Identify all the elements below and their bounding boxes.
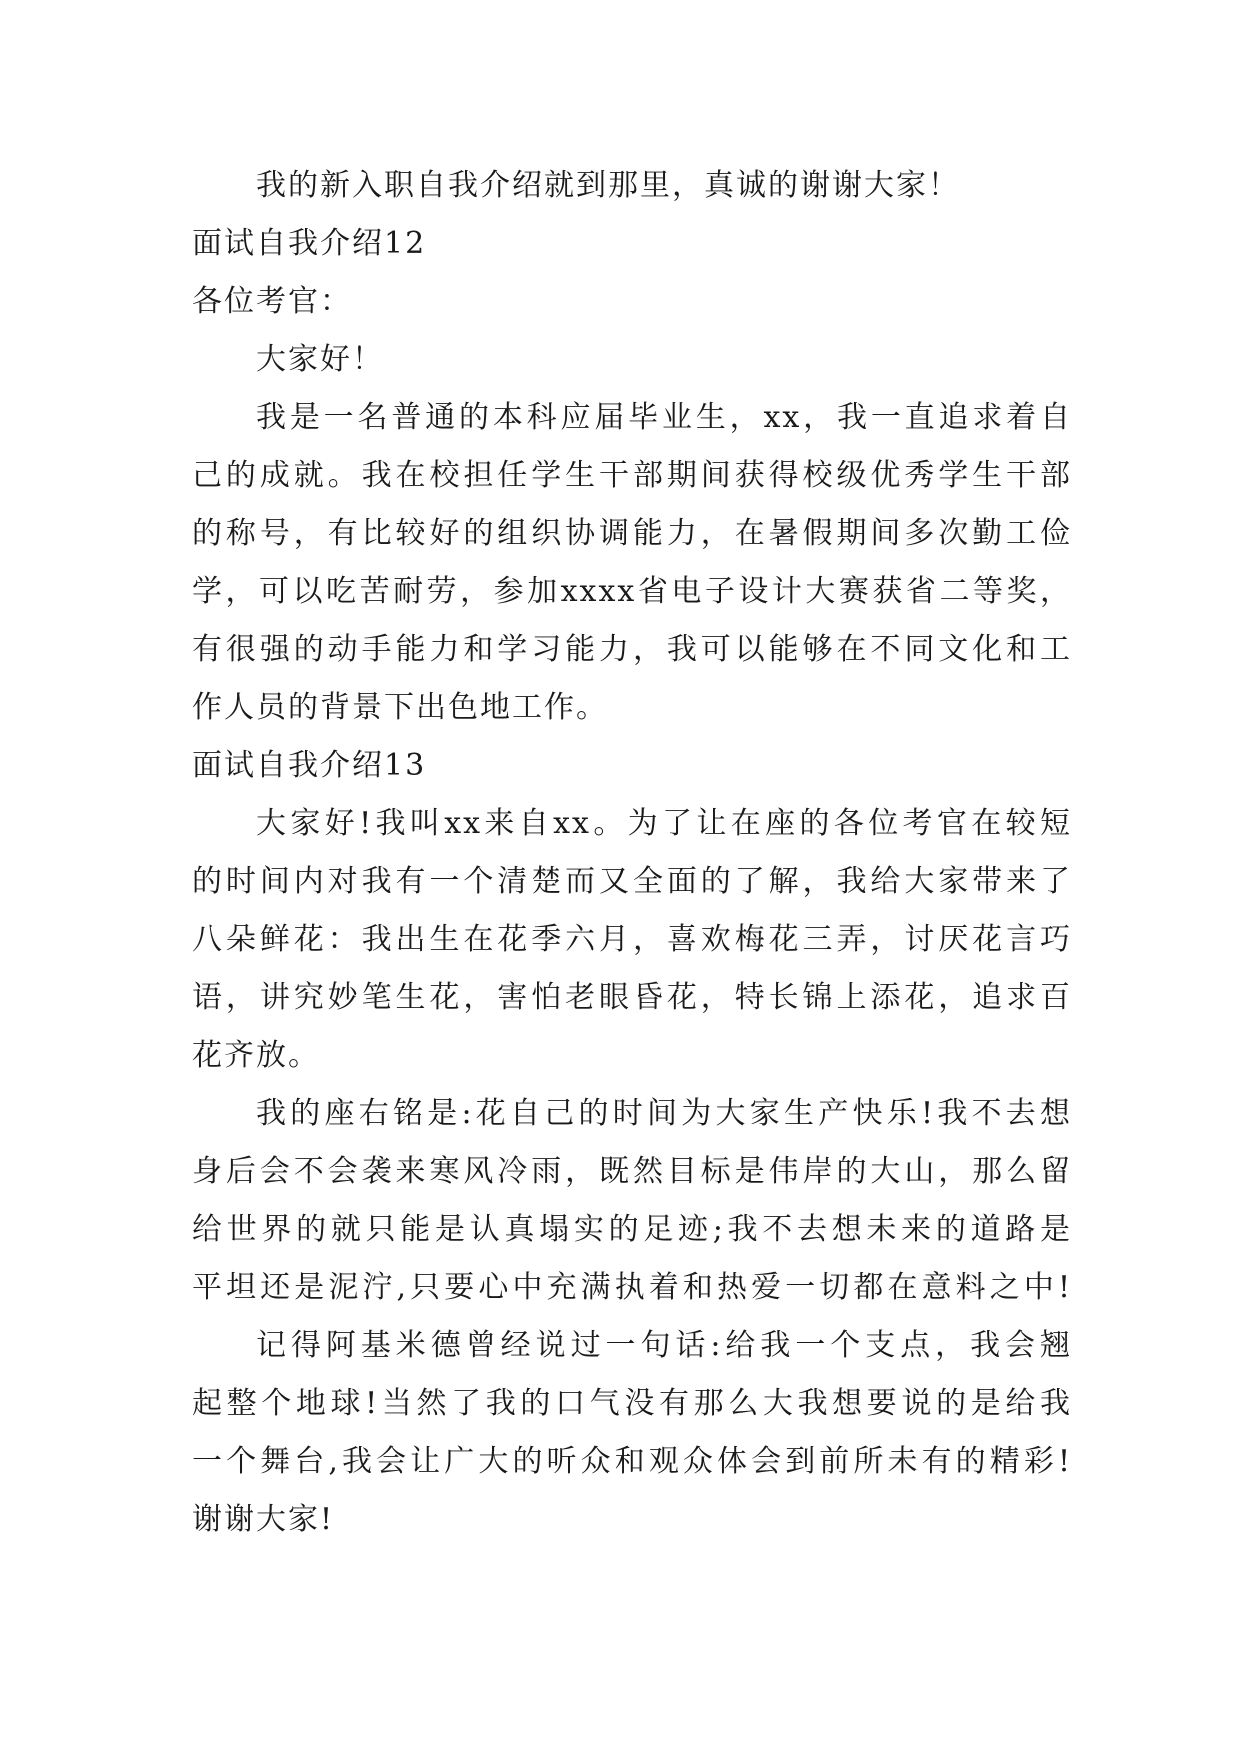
closing-line: 我的新入职自我介绍就到那里，真诚的谢谢大家！ [256, 168, 960, 203]
paragraph-line: 我的座右铭是:花自己的时间为大家生产快乐!我不去想 [256, 1096, 1072, 1131]
paragraph-line: 有很强的动手能力和学习能力，我可以能够在不同文化和工 [192, 632, 1072, 667]
section-heading-13: 面试自我介绍13 [192, 748, 427, 783]
paragraph-line: 我是一名普通的本科应届毕业生，xx，我一直追求着自 [256, 400, 1072, 435]
paragraph-line: 记得阿基米德曾经说过一句话:给我一个支点，我会翘 [256, 1328, 1072, 1363]
paragraph-line: 的称号，有比较好的组织协调能力，在暑假期间多次勤工俭 [192, 516, 1072, 551]
paragraph-line: 己的成就。我在校担任学生干部期间获得校级优秀学生干部 [192, 458, 1072, 493]
paragraph-line: 一个舞台,我会让广大的听众和观众体会到前所未有的精彩! [192, 1444, 1072, 1479]
greeting: 大家好！ [256, 342, 384, 377]
paragraph-line: 学，可以吃苦耐劳，参加xxxx省电子设计大赛获省二等奖， [192, 574, 1072, 609]
salutation: 各位考官： [192, 284, 352, 319]
paragraph-line: 平坦还是泥泞,只要心中充满执着和热爱一切都在意料之中! [192, 1270, 1072, 1305]
paragraph-line: 八朵鲜花：我出生在花季六月，喜欢梅花三弄，讨厌花言巧 [192, 922, 1072, 957]
paragraph-line: 谢谢大家! [192, 1502, 335, 1537]
paragraph-line: 作人员的背景下出色地工作。 [192, 690, 608, 725]
paragraph-line: 花齐放。 [192, 1038, 320, 1073]
paragraph-line: 的时间内对我有一个清楚而又全面的了解，我给大家带来了 [192, 864, 1072, 899]
paragraph-line: 身后会不会袭来寒风冷雨，既然目标是伟岸的大山，那么留 [192, 1154, 1072, 1189]
paragraph-line: 给世界的就只能是认真塌实的足迹;我不去想未来的道路是 [192, 1212, 1072, 1247]
section-heading-12: 面试自我介绍12 [192, 226, 427, 261]
paragraph-line: 大家好!我叫xx来自xx。为了让在座的各位考官在较短 [256, 806, 1072, 841]
paragraph-line: 语，讲究妙笔生花，害怕老眼昏花，特长锦上添花，追求百 [192, 980, 1072, 1015]
paragraph-line: 起整个地球!当然了我的口气没有那么大我想要说的是给我 [192, 1386, 1072, 1421]
